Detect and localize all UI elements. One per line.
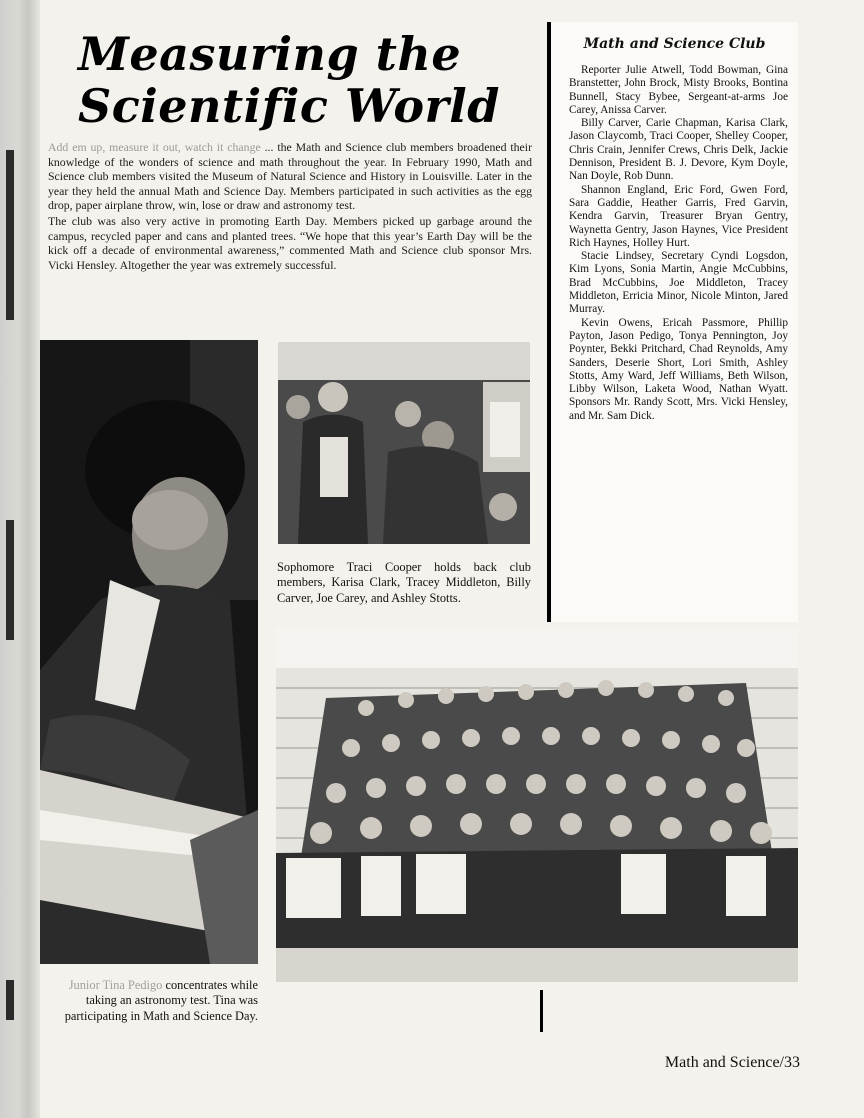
gutter-mark [6,980,14,1020]
roster-heading: Math and Science Club [583,36,766,52]
roster-paragraph: Stacie Lindsey, Secretary Cyndi Logsdon, Kim Lyons, Sonia Martin, Angie McCubbins, Brad McCubbins, Joe Middleton, Tracey Middleton, Erricia Minor, Nicole Minton, Jared Murray. [569,250,788,316]
page-folio: Math and Science/33 [664,1054,800,1071]
page-title [78,28,528,132]
roster-paragraph: Reporter Julie Atwell, Todd Bowman, Gina Branstetter, John Brock, Misty Brooks, Bontina Bunnell, Stacy Bybee, Sergeant-at-arms Joe Carey, Anissa Carver. [569,64,788,116]
club-group-photo [276,628,798,982]
gutter-mark [6,520,14,640]
intro-body: ... the Math and Science club members broadened their knowledge of the wonders of science and math throughout the year. In February 1990, Math and Science club members visited the Museum of Natural Science and History in Louisville. Later in the year they held the annual Math and Science Day. Members participated in such activities as the egg drop, paper airplane throw, win, lose or draw and astronomy test. [48,140,532,213]
title-line-1: Measuring the [78,27,462,81]
roster-paragraph: Shannon England, Eric Ford, Gwen Ford, Sara Gaddie, Heather Garris, Fred Garvin, Kendra Garvin, Treasurer Bryan Gentry, Waynetta Gentry, Jason Haynes, Vice President Rich Haynes, Holley Hurt. [569,183,788,249]
intro-lead: Add em up, measure it out, watch it change [48,140,261,154]
intro-body-2: The club was also very active in promoting Earth Day. Members picked up garbage around the campus, recycled paper and cans and planted trees. “We hope that this year’s Earth Day will be the kick off a decade of environmental awareness,” commented Math and Science club sponsor Mrs. Vicki Hensley. Altogether the year was extremely successful. [48,213,532,272]
student-reading-photo [40,340,258,964]
student-photo-caption [48,978,258,1024]
caption-faded-lead: Junior Tina Pedigo [68,978,163,992]
page-gutter [0,0,40,1118]
caption-body: concentrates while taking an astronomy test. Tina was participating in Math and Science Day. [64,978,258,1023]
bus-image [278,342,530,544]
bus-photo-caption: Sophomore Traci Cooper holds back club members, Karisa Clark, Tracey Middleton, Billy Carver, Joe Carey, and Ashley Stotts. [277,560,531,605]
intro-copy [48,140,532,272]
divider-rule [540,990,543,1032]
group-image [276,628,798,982]
roster-paragraph: Billy Carver, Carie Chapman, Karisa Clark, Jason Claycomb, Traci Cooper, Shelley Cooper, Chris Crain, Jennifer Crews, Chris Delk, Jackie Dennison, President B. J. Devore, Kym Doyle, Nan Doyle, Rob Dunn. [569,117,788,183]
club-roster [547,22,798,622]
title-line-2: Scientific World [78,79,500,133]
gutter-mark [6,150,14,320]
bus-photo [278,342,530,544]
roster-paragraph: Kevin Owens, Ericah Passmore, Phillip Payton, Jason Pedigo, Tonya Pennington, Joy Poynter, Bekki Pritchard, Chad Reynolds, Amy Sanders, Deserie Short, Lori Smith, Ashley Stotts, Amy Ward, Jeff Williams, Beth Wilson, Libby Wilson, Laketa Wood, Nathan Wyatt. Sponsors Mr. Randy Scott, Mrs. Vicki Hensley, and Mr. Sam Dick. [569,316,788,422]
student-reading-image [40,340,258,964]
